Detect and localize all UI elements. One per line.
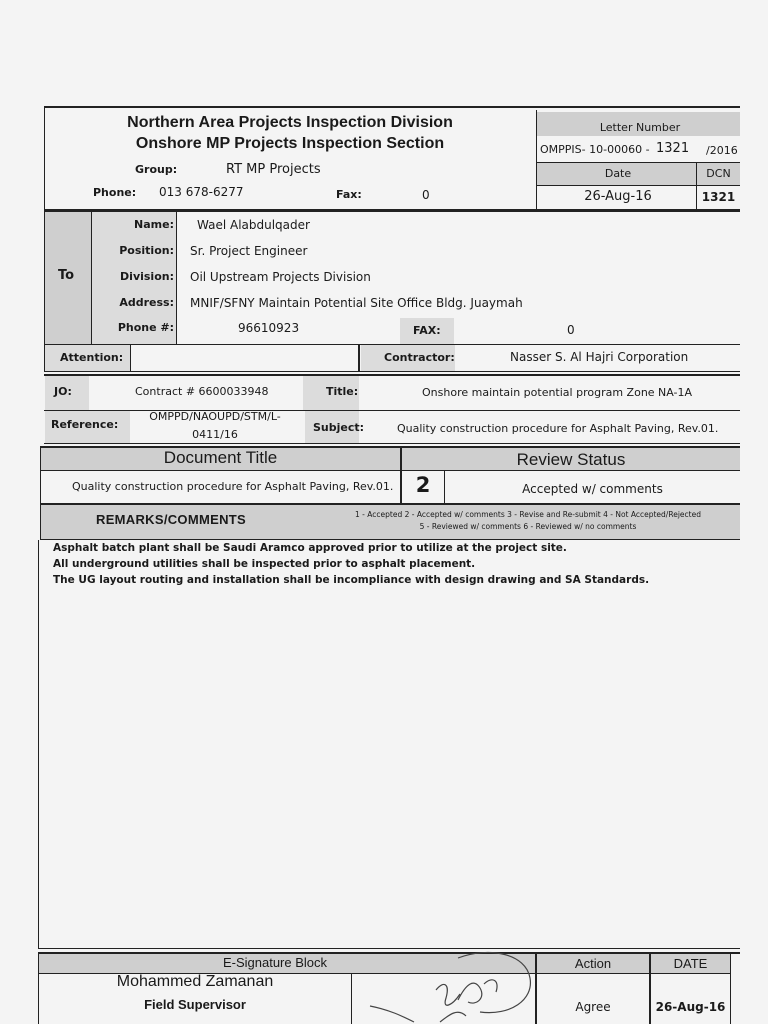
address-value: MNIF/SFNY Maintain Potential Site Office Bldg. Juaymah [190, 296, 523, 310]
to-fax-value: 0 [567, 323, 575, 337]
reference-line1: OMPPD/NAOUPD/STM/L- [149, 410, 281, 423]
fax-value: 0 [422, 188, 430, 202]
contract-value: Contract # 6600033948 [135, 385, 269, 398]
document-title-header: Document Title [163, 448, 278, 467]
review-status-code: 2 [415, 473, 431, 497]
date-value: 26-Aug-16 [584, 189, 652, 204]
name-label: Name: [134, 218, 174, 231]
phone-value: 013 678-6277 [159, 185, 244, 199]
document-title-value: Quality construction procedure for Asphalt Paving, Rev.01. [72, 480, 394, 493]
title-label: Title: [326, 385, 359, 398]
attention-label: Attention: [60, 351, 124, 364]
division-value: Oil Upstream Projects Division [190, 270, 371, 284]
review-status-header: Review Status [516, 450, 626, 469]
date-header: DATE [673, 956, 708, 971]
division-label: Division: [120, 270, 174, 283]
signer-name: Mohammed Zamanan [116, 973, 274, 990]
address-label: Address: [119, 296, 174, 309]
remark-line-2: All underground utilities shall be inspected prior to asphalt placement. [53, 558, 476, 570]
signer-title: Field Supervisor [144, 997, 246, 1012]
phone-label: Phone: [93, 186, 137, 199]
group-label: Group: [135, 163, 178, 176]
jo-label: JO: [54, 385, 72, 398]
action-value: Agree [575, 1000, 611, 1014]
remark-line-3: The UG layout routing and installation shall be incompliance with design drawing and SA Standards. [53, 574, 650, 586]
review-status-text: Accepted w/ comments [522, 482, 663, 496]
reference-line2: 0411/16 [192, 428, 238, 441]
phone-number-value: 96610923 [238, 321, 300, 335]
fax-label: Fax: [336, 188, 362, 201]
remark-line-1: Asphalt batch plant shall be Saudi Aramco approved prior to utilize at the project site. [53, 542, 567, 554]
letter-number-label: Letter Number [599, 121, 681, 134]
remarks-header: REMARKS/COMMENTS [96, 512, 246, 527]
title-value: Onshore maintain potential program Zone NA-1A [422, 386, 693, 399]
contractor-label: Contractor: [384, 351, 455, 364]
letter-number: 1321 [656, 141, 690, 156]
esignature-header: E-Signature Block [222, 955, 328, 970]
division-title: Northern Area Projects Inspection Division [127, 114, 453, 131]
letter-prefix: OMPPIS- 10-00060 - [540, 143, 650, 156]
group-value: RT MP Projects [226, 162, 321, 177]
name-value: Wael Alabdulqader [197, 218, 310, 232]
action-header: Action [574, 956, 612, 971]
contractor-value: Nasser S. Al Hajri Corporation [510, 350, 689, 364]
date-label: Date [604, 167, 632, 180]
phone-number-label: Phone #: [117, 321, 174, 334]
to-label: To [58, 268, 75, 283]
signature-date-value: 26-Aug-16 [655, 1000, 726, 1014]
position-label: Position: [119, 244, 174, 257]
handwritten-signature [340, 944, 540, 1024]
section-title: Onshore MP Projects Inspection Section [135, 135, 445, 152]
status-legend-line1: 1 - Accepted 2 - Accepted w/ comments 3 - Revise and Re-submit 4 - Not Accepted/Rejected [355, 510, 701, 519]
reference-label: Reference: [51, 418, 119, 431]
letter-year: /2016 [706, 144, 738, 157]
status-legend-line2: 5 - Reviewed w/ comments 6 - Reviewed w/ no comments [419, 522, 637, 531]
to-fax-label: FAX: [413, 324, 441, 337]
subject-value: Quality construction procedure for Asphalt Paving, Rev.01. [397, 422, 719, 435]
subject-label: Subject: [313, 421, 365, 434]
position-value: Sr. Project Engineer [190, 244, 308, 258]
dcn-value: 1321 [701, 190, 736, 204]
dcn-label: DCN [706, 167, 731, 180]
